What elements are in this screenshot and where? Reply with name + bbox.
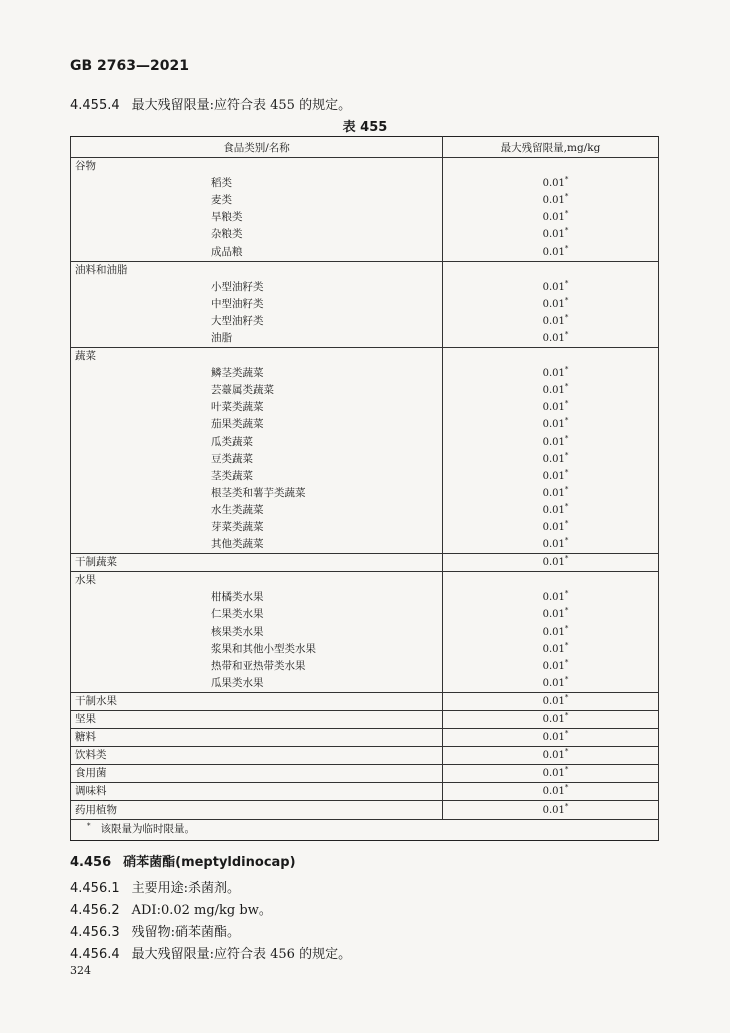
food-category-cell: 成品粮: [71, 243, 443, 261]
food-category-cell: 谷物: [71, 158, 443, 176]
temporary-limit-marker: *: [564, 590, 569, 599]
table-row: [71, 313, 659, 330]
table-row: [71, 382, 659, 399]
temporary-limit-marker: *: [564, 641, 569, 650]
clause-text: 主要用途:杀菌剂。: [131, 881, 241, 896]
table-row: [71, 279, 659, 296]
table-row: [71, 801, 659, 819]
temporary-limit-marker: *: [564, 382, 569, 391]
food-category-cell: 杂粮类: [71, 226, 443, 243]
residue-value: 0.01: [542, 470, 565, 482]
temporary-limit-marker: *: [564, 784, 569, 793]
max-residue-value-cell: [443, 243, 659, 261]
food-category-cell: 豆类蔬菜: [71, 451, 443, 468]
residue-value: 0.01: [542, 626, 565, 638]
max-residue-value-cell: [443, 399, 659, 416]
max-residue-value-cell: [443, 729, 659, 747]
food-category-cell: 仁果类水果: [71, 606, 443, 623]
footnote-text: 该限量为临时限量。: [100, 823, 195, 836]
max-residue-value-cell: [443, 434, 659, 451]
max-residue-value-cell: [443, 261, 659, 279]
food-category-cell: 水果: [71, 572, 443, 590]
max-residue-value-cell: [443, 519, 659, 536]
table-row: [71, 554, 659, 572]
table-row: [71, 468, 659, 485]
table-row: [71, 158, 659, 176]
table-row: [71, 348, 659, 366]
food-category-cell: 糖料: [71, 729, 443, 747]
max-residue-value-cell: [443, 296, 659, 313]
max-residue-value-cell: [443, 572, 659, 590]
temporary-limit-marker: *: [564, 485, 569, 494]
temporary-limit-marker: *: [564, 417, 569, 426]
clause-4-456-2: [70, 899, 272, 918]
max-residue-value-cell: [443, 485, 659, 502]
food-category-cell: 食用菌: [71, 765, 443, 783]
food-category-cell: 浆果和其他小型类水果: [71, 641, 443, 658]
residue-value: 0.01: [542, 557, 565, 569]
max-residue-value-cell: [443, 451, 659, 468]
max-residue-value-cell: [443, 765, 659, 783]
temporary-limit-marker: *: [564, 365, 569, 374]
food-category-cell: 大型油籽类: [71, 313, 443, 330]
max-residue-value-cell: [443, 502, 659, 519]
food-category-cell: 干制水果: [71, 692, 443, 710]
residue-value: 0.01: [542, 522, 565, 534]
max-residue-value-cell: [443, 554, 659, 572]
residue-value: 0.01: [542, 436, 565, 448]
residue-value: 0.01: [542, 592, 565, 604]
clause-text: 残留物:硝苯菌酯。: [131, 925, 241, 940]
residue-value: 0.01: [542, 609, 565, 621]
max-residue-value-cell: [443, 330, 659, 348]
table-row: [71, 572, 659, 590]
clause-number: 4.456.3: [70, 925, 120, 940]
footnote-marker: *: [87, 821, 91, 830]
table-row: [71, 729, 659, 747]
table-row: [71, 296, 659, 313]
max-residue-value-cell: [443, 801, 659, 819]
table-row: [71, 711, 659, 729]
section-number: 4.456: [70, 855, 112, 870]
residue-value: 0.01: [542, 487, 565, 499]
temporary-limit-marker: *: [564, 451, 569, 460]
clause-number: 4.456.4: [70, 947, 120, 962]
clause-4-456-1: [70, 877, 240, 896]
food-category-cell: 其他类蔬菜: [71, 536, 443, 554]
table-row: [71, 330, 659, 348]
temporary-limit-marker: *: [564, 747, 569, 756]
table-row: [71, 783, 659, 801]
temporary-limit-marker: *: [564, 766, 569, 774]
residue-value: 0.01: [542, 298, 565, 310]
max-residue-value-cell: [443, 382, 659, 399]
temporary-limit-marker: *: [564, 400, 569, 409]
table-header-row: [71, 137, 659, 158]
residue-value: 0.01: [542, 178, 565, 190]
food-category-cell: 叶菜类蔬菜: [71, 399, 443, 416]
food-category-cell: 坚果: [71, 711, 443, 729]
table-row: [71, 416, 659, 433]
temporary-limit-marker: *: [564, 313, 569, 322]
temporary-limit-marker: *: [564, 693, 569, 702]
food-category-cell: 芸薹属类蔬菜: [71, 382, 443, 399]
food-category-cell: 旱粮类: [71, 209, 443, 226]
clause-4-455-4: [70, 94, 351, 113]
table-row: [71, 747, 659, 765]
temporary-limit-marker: *: [564, 802, 569, 811]
food-category-cell: 小型油籽类: [71, 279, 443, 296]
table-caption: 表 455: [342, 120, 388, 135]
max-residue-value-cell: [443, 641, 659, 658]
max-residue-value-cell: [443, 279, 659, 296]
residue-limit-table: [70, 136, 659, 841]
temporary-limit-marker: *: [564, 658, 569, 667]
residue-value: 0.01: [542, 332, 565, 344]
clause-4-456-4: [70, 943, 351, 962]
max-residue-value-cell: [443, 589, 659, 606]
temporary-limit-marker: *: [564, 175, 569, 184]
temporary-limit-marker: *: [564, 227, 569, 236]
residue-value: 0.01: [542, 368, 565, 380]
food-category-cell: 药用植物: [71, 801, 443, 819]
table-row: [71, 243, 659, 261]
food-category-cell: 茄果类蔬菜: [71, 416, 443, 433]
table-row: [71, 519, 659, 536]
residue-value: 0.01: [542, 732, 565, 744]
residue-value: 0.01: [542, 212, 565, 224]
page-number: 324: [70, 964, 91, 977]
temporary-limit-marker: *: [564, 244, 569, 253]
temporary-limit-marker: *: [564, 711, 569, 720]
food-category-cell: 油料和油脂: [71, 261, 443, 279]
residue-value: 0.01: [542, 714, 565, 726]
residue-value: 0.01: [542, 504, 565, 516]
residue-value: 0.01: [542, 660, 565, 672]
section-4-456-heading: [70, 851, 296, 870]
residue-value: 0.01: [542, 677, 565, 689]
max-residue-value-cell: [443, 209, 659, 226]
temporary-limit-marker: *: [564, 192, 569, 201]
header-max-residue-limit: 最大残留限量,mg/kg: [443, 137, 659, 158]
temporary-limit-marker: *: [564, 468, 569, 477]
temporary-limit-marker: *: [564, 502, 569, 511]
food-category-cell: 核果类水果: [71, 624, 443, 641]
temporary-limit-marker: *: [564, 296, 569, 305]
max-residue-value-cell: [443, 783, 659, 801]
temporary-limit-marker: *: [564, 434, 569, 443]
residue-value: 0.01: [542, 695, 565, 707]
temporary-limit-marker: *: [564, 607, 569, 616]
residue-value: 0.01: [542, 195, 565, 207]
max-residue-value-cell: [443, 158, 659, 176]
max-residue-value-cell: [443, 192, 659, 209]
table-row: [71, 451, 659, 468]
food-category-cell: 柑橘类水果: [71, 589, 443, 606]
food-category-cell: 麦类: [71, 192, 443, 209]
footnote-row: [71, 819, 659, 840]
food-category-cell: 干制蔬菜: [71, 554, 443, 572]
table-row: [71, 624, 659, 641]
table-row: [71, 589, 659, 606]
table-row: [71, 675, 659, 693]
clause-text: ADI:0.02 mg/kg bw。: [131, 903, 272, 918]
table-row: [71, 192, 659, 209]
food-category-cell: 饮料类: [71, 747, 443, 765]
residue-value: 0.01: [542, 229, 565, 241]
table-row: [71, 434, 659, 451]
clause-number: 4.455.4: [70, 98, 120, 113]
table-row: [71, 365, 659, 382]
table-row: [71, 261, 659, 279]
residue-value: 0.01: [542, 419, 565, 431]
clause-number: 4.456.2: [70, 903, 120, 918]
document-code: GB 2763—2021: [70, 58, 189, 74]
table-row: [71, 175, 659, 192]
food-category-cell: 瓜果类水果: [71, 675, 443, 693]
max-residue-value-cell: [443, 468, 659, 485]
food-category-cell: 水生类蔬菜: [71, 502, 443, 519]
residue-value: 0.01: [542, 281, 565, 293]
residue-value: 0.01: [542, 385, 565, 397]
food-category-cell: 稻类: [71, 175, 443, 192]
residue-value: 0.01: [542, 453, 565, 465]
food-category-cell: 根茎类和薯芋类蔬菜: [71, 485, 443, 502]
table-row: [71, 226, 659, 243]
clause-text: 最大残留限量:应符合表 455 的规定。: [131, 98, 352, 113]
food-category-cell: 瓜类蔬菜: [71, 434, 443, 451]
table-row: [71, 765, 659, 783]
max-residue-value-cell: [443, 348, 659, 366]
table-footnote: [71, 819, 659, 840]
residue-value: 0.01: [542, 768, 565, 780]
residue-value: 0.01: [542, 402, 565, 414]
food-category-cell: 调味料: [71, 783, 443, 801]
temporary-limit-marker: *: [564, 624, 569, 633]
food-category-cell: 芽菜类蔬菜: [71, 519, 443, 536]
residue-value: 0.01: [542, 315, 565, 327]
residue-value: 0.01: [542, 786, 565, 798]
food-category-cell: 油脂: [71, 330, 443, 348]
max-residue-value-cell: [443, 313, 659, 330]
max-residue-value-cell: [443, 624, 659, 641]
temporary-limit-marker: *: [564, 210, 569, 218]
max-residue-value-cell: [443, 692, 659, 710]
clause-4-456-3: [70, 921, 240, 940]
header-food-category: 食品类别/名称: [71, 137, 443, 158]
max-residue-value-cell: [443, 675, 659, 693]
food-category-cell: 蔬菜: [71, 348, 443, 366]
residue-value: 0.01: [542, 804, 565, 816]
max-residue-value-cell: [443, 658, 659, 675]
food-category-cell: 茎类蔬菜: [71, 468, 443, 485]
section-title: 硝苯菌酯(meptyldinocap): [123, 855, 296, 870]
max-residue-value-cell: [443, 365, 659, 382]
table-row: [71, 692, 659, 710]
table-row: [71, 658, 659, 675]
table-body: [71, 158, 659, 841]
max-residue-value-cell: [443, 175, 659, 192]
temporary-limit-marker: *: [564, 279, 569, 288]
table-row: [71, 606, 659, 623]
temporary-limit-marker: *: [564, 519, 569, 528]
clause-number: 4.456.1: [70, 881, 120, 896]
temporary-limit-marker: *: [564, 729, 569, 738]
table-row: [71, 209, 659, 226]
max-residue-value-cell: [443, 606, 659, 623]
table-row: [71, 485, 659, 502]
max-residue-value-cell: [443, 226, 659, 243]
max-residue-value-cell: [443, 747, 659, 765]
temporary-limit-marker: *: [564, 536, 569, 545]
residue-value: 0.01: [542, 246, 565, 258]
residue-value: 0.01: [542, 643, 565, 655]
max-residue-value-cell: [443, 536, 659, 554]
table-row: [71, 641, 659, 658]
max-residue-value-cell: [443, 711, 659, 729]
temporary-limit-marker: *: [564, 554, 569, 563]
food-category-cell: 热带和亚热带类水果: [71, 658, 443, 675]
table-row: [71, 536, 659, 554]
food-category-cell: 中型油籽类: [71, 296, 443, 313]
food-category-cell: 鳞茎类蔬菜: [71, 365, 443, 382]
table-row: [71, 399, 659, 416]
temporary-limit-marker: *: [564, 675, 569, 684]
max-residue-value-cell: [443, 416, 659, 433]
residue-value: 0.01: [542, 750, 565, 762]
table-row: [71, 502, 659, 519]
clause-text: 最大残留限量:应符合表 456 的规定。: [131, 947, 352, 962]
residue-value: 0.01: [542, 539, 565, 551]
temporary-limit-marker: *: [564, 330, 569, 339]
